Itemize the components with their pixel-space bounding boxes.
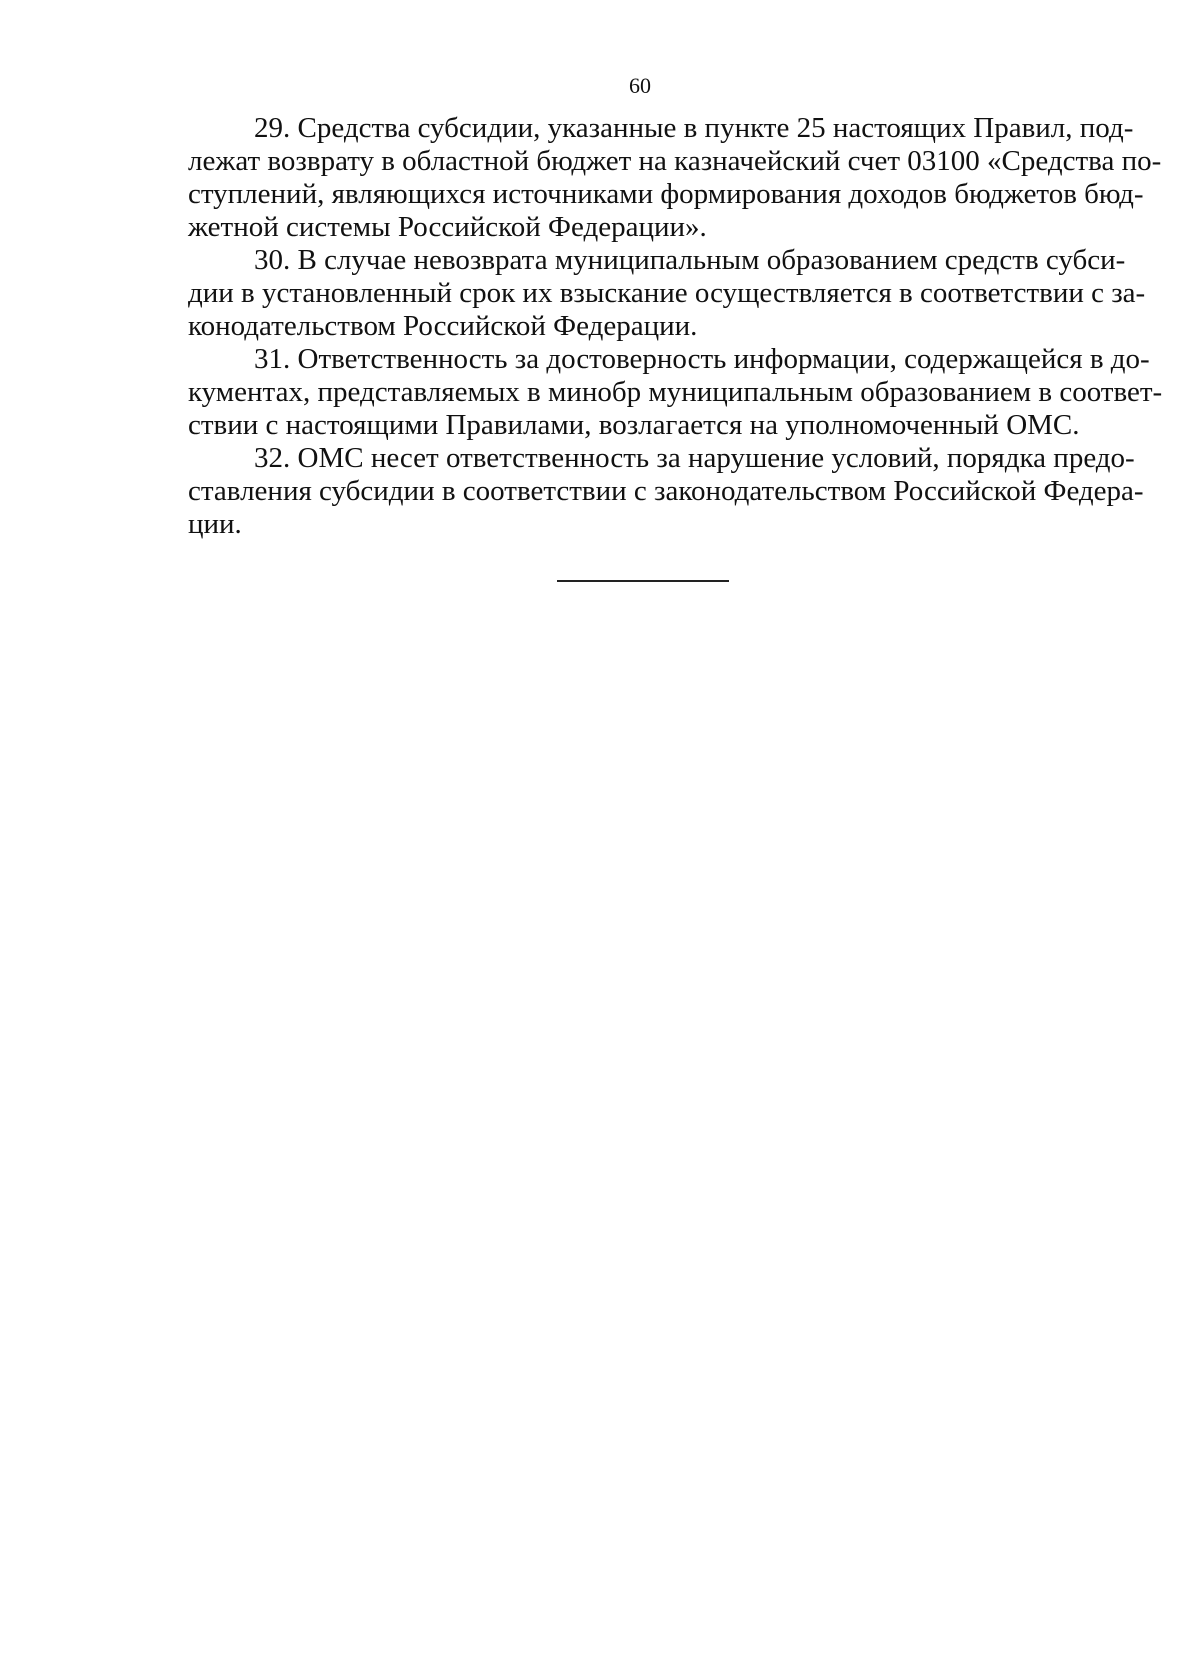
page-number: 60	[629, 73, 651, 98]
document-body	[188, 112, 1163, 541]
paragraph-line: 30. В случае невозврата муниципальным образованием средств субси-	[254, 244, 1126, 276]
paragraph-30	[188, 244, 1146, 343]
paragraph-line: дии в установленный срок их взыскание осуществляется в соответствии с за-	[188, 277, 1146, 309]
paragraph-line: конодательством Российской Федерации.	[188, 310, 698, 342]
paragraph-line: ствии с настоящими Правилами, возлагается на уполномоченный ОМС.	[188, 409, 1080, 441]
paragraph-line: ступлений, являющихся источниками формирования доходов бюджетов бюд-	[188, 178, 1144, 210]
paragraph-line: 31. Ответственность за достоверность информации, содержащейся в до-	[254, 343, 1150, 375]
paragraph-line: 32. ОМС несет ответственность за нарушение условий, порядка предо-	[254, 442, 1135, 474]
paragraph-line: кументах, представляемых в минобр муниципальным образованием в соответ-	[188, 376, 1163, 408]
paragraph-line: жетной системы Российской Федерации».	[188, 211, 707, 243]
paragraph-line: ции.	[188, 508, 242, 540]
paragraph-line: 29. Средства субсидии, указанные в пункте 25 настоящих Правил, под-	[254, 112, 1134, 144]
end-separator-line	[557, 580, 729, 582]
paragraph-29	[188, 112, 1162, 244]
paragraph-line: лежат возврату в областной бюджет на казначейский счет 03100 «Средства по-	[188, 145, 1162, 177]
paragraph-32	[188, 442, 1144, 541]
paragraph-31	[188, 343, 1163, 442]
paragraph-line: ставления субсидии в соответствии с законодательством Российской Федера-	[188, 475, 1144, 507]
